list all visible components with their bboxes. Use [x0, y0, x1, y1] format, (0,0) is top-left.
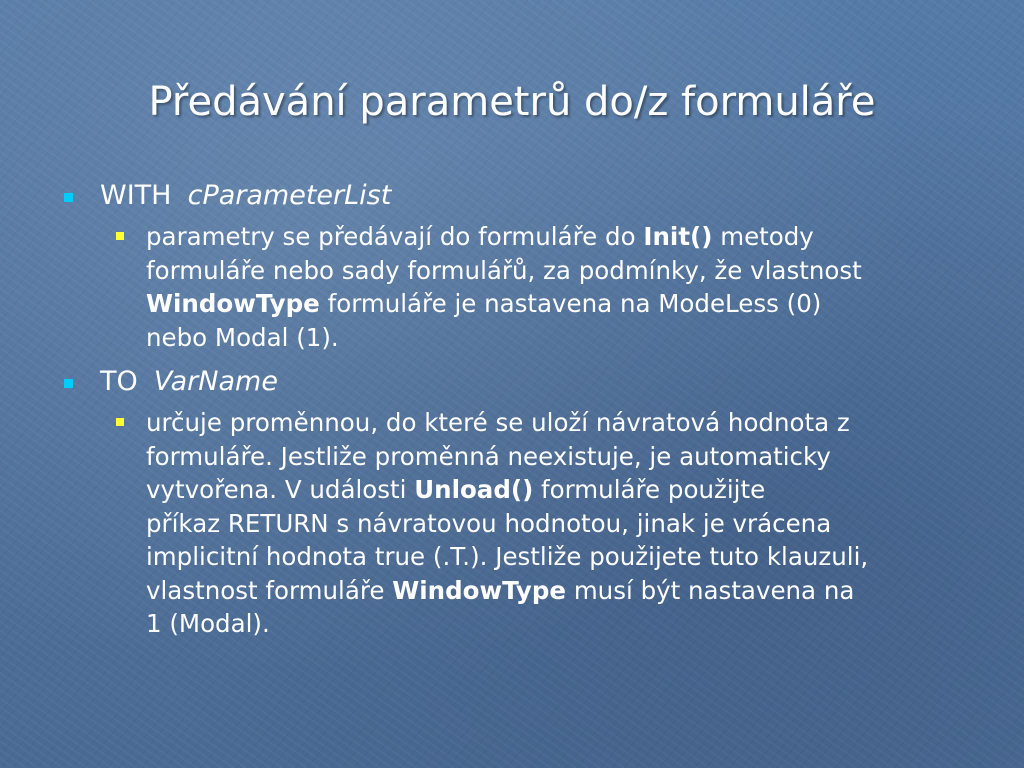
- text-segment: metody: [712, 222, 814, 251]
- keyword-with: WITH: [100, 180, 172, 211]
- sub-bullet-to: [60, 406, 980, 641]
- slide-content: [60, 178, 980, 651]
- text-segment: 1 (Modal).: [146, 609, 270, 638]
- keyword-to: TO: [100, 366, 138, 397]
- sub-bullet-with: [60, 220, 980, 354]
- text-segment: určuje proměnnou, do které se uloží návratová hodnota z: [146, 408, 850, 437]
- method-init: Init(): [643, 222, 713, 251]
- property-windowtype: WindowType: [146, 289, 320, 318]
- text-line: [146, 607, 980, 641]
- text-segment: příkaz RETURN s návratovou hodnotou, jinak je vrácena: [146, 508, 832, 538]
- slide-title: Předávání parametrů do/z formuláře: [148, 79, 876, 125]
- text-segment: vytvořena. V události: [146, 475, 415, 504]
- text-segment: formuláře použijte: [533, 475, 766, 504]
- text-line: [146, 406, 980, 440]
- text-line: [146, 220, 980, 254]
- text-segment: musí být nastavena na: [566, 575, 855, 605]
- square-bullet-icon: [64, 193, 73, 202]
- argument-varname: VarName: [153, 366, 278, 397]
- text-segment: formuláře je nastavena na ModeLess (0): [319, 289, 822, 318]
- bullet-with: [60, 178, 980, 214]
- text-line: [146, 321, 980, 355]
- text-line: [146, 507, 980, 541]
- text-segment: nebo Modal (1).: [146, 322, 339, 352]
- square-bullet-icon: [116, 418, 124, 426]
- text-segment: formuláře. Jestliže proměnná neexistuje, je automaticky: [146, 441, 831, 471]
- square-bullet-icon: [116, 232, 124, 240]
- property-windowtype: WindowType: [392, 575, 567, 605]
- argument-cparameterlist: cParameterList: [187, 180, 392, 211]
- text-line: [146, 254, 980, 288]
- text-line: [146, 473, 980, 507]
- text-segment: implicitní hodnota true (.T.). Jestliže použijete tuto klauzuli,: [146, 542, 869, 571]
- text-segment: parametry se předávají do formuláře do: [146, 222, 644, 251]
- square-bullet-icon: [64, 379, 73, 388]
- bullet-to: [60, 364, 980, 400]
- text-line: [146, 574, 980, 608]
- text-segment: formuláře nebo sady formulářů, za podmínky, že vlastnost: [146, 255, 862, 285]
- text-line: [146, 540, 980, 574]
- text-segment: vlastnost formuláře: [146, 575, 393, 605]
- text-line: [146, 287, 980, 321]
- text-line: [146, 440, 980, 474]
- event-unload: Unload(): [414, 475, 534, 504]
